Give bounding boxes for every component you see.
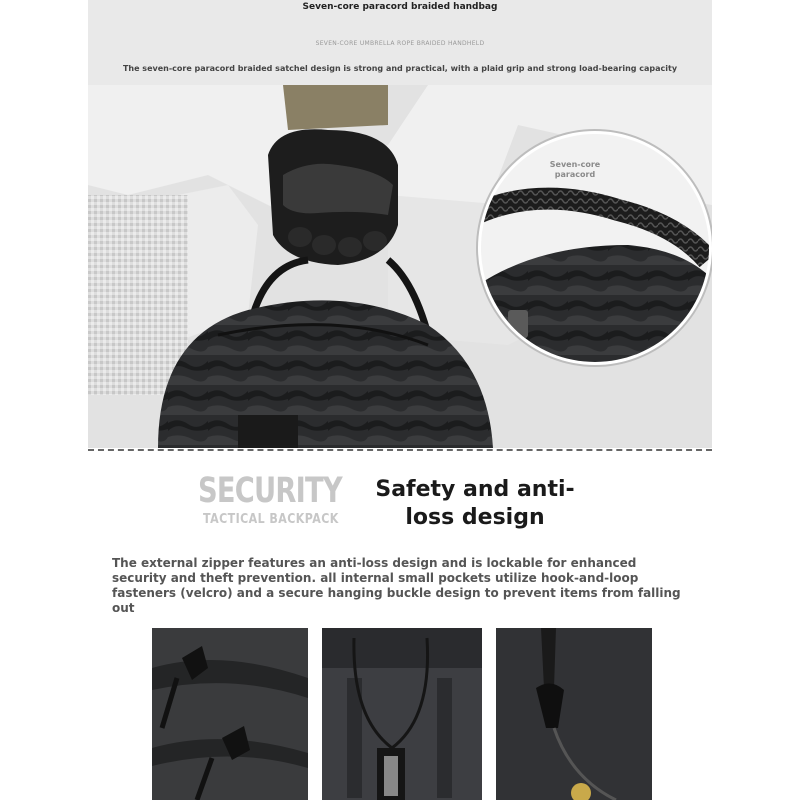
buckle-detail-photo: [496, 628, 652, 800]
hanging-loop-detail-photo: [322, 628, 482, 800]
hero-photo: [88, 85, 712, 448]
security-badge-subtitle: TACTICAL BACKPACK: [203, 512, 339, 527]
section-divider: [88, 449, 712, 451]
handbag-subtitle: SEVEN-CORE UMBRELLA ROPE BRAIDED HANDHELD: [315, 40, 485, 47]
safety-title: Safety and anti-loss design: [375, 477, 575, 530]
zipper-detail-photo: [152, 628, 308, 800]
paracord-callout-label: Seven-core paracord: [549, 160, 601, 179]
security-badge-word: SECURITY: [198, 471, 342, 511]
hero-illustration: [88, 85, 712, 448]
security-description: The external zipper features an anti-loss design and is lockable for enhanced security and theft prevention. all internal small pockets utilize hook-and-loop fasteners (velcro) and a secure hanging buckle design to prevent items from falling out: [112, 556, 681, 615]
detail-photos: [0, 628, 800, 800]
handbag-title: Seven-core paracord braided handbag: [302, 2, 498, 12]
handbag-description: The seven-core paracord braided satchel design is strong and practical, with a plaid grip and strong load-bearing capacity: [122, 64, 678, 73]
